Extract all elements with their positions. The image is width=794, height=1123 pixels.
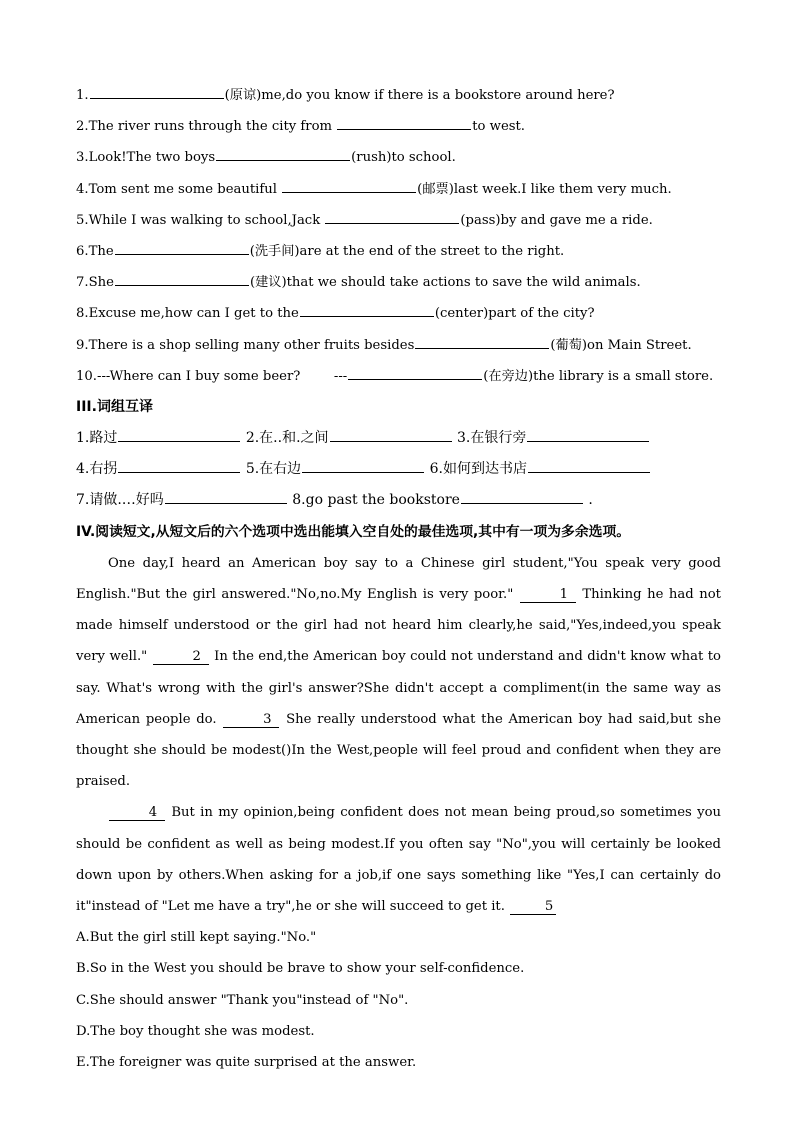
- item-number: 1.: [76, 88, 89, 103]
- option-a: A.But the girl still kept saying."No.": [76, 930, 317, 946]
- phrase-row-2: [76, 454, 721, 485]
- item-text-before: She: [88, 275, 114, 291]
- item-text-before: The: [88, 243, 114, 259]
- item-text-after: to west.: [472, 119, 526, 135]
- worksheet-page: [76, 80, 721, 1078]
- answer-blank[interactable]: [118, 457, 240, 473]
- item-number: 7.: [76, 275, 89, 291]
- answer-blank[interactable]: [348, 364, 482, 380]
- phrase-text: 3.在银行旁: [456, 430, 527, 447]
- fill-in-item-8: [76, 298, 721, 329]
- passage-blank-3[interactable]: 3: [223, 712, 279, 728]
- answer-blank[interactable]: [115, 239, 249, 255]
- phrase-item: [457, 423, 650, 454]
- passage-blank-2[interactable]: 2: [153, 649, 209, 665]
- fill-in-item-10: [76, 361, 721, 392]
- phrase-item: [76, 423, 241, 454]
- answer-blank[interactable]: [461, 488, 583, 504]
- passage-blank-5[interactable]: 5: [510, 899, 556, 915]
- phrase-row-1: [76, 423, 721, 454]
- answer-blank[interactable]: [302, 457, 424, 473]
- fill-in-item-1: [76, 80, 721, 111]
- item-number: 4.: [76, 181, 89, 197]
- item-text-after: (rush)to school.: [351, 150, 456, 166]
- phrase-text: 5.在右边: [245, 461, 302, 478]
- phrase-text: 1.路过: [76, 430, 118, 447]
- item-text-before: The river runs through the city from: [88, 119, 337, 135]
- section-3-title: III.词组互译: [76, 398, 153, 415]
- fill-in-list: [76, 80, 721, 392]
- item-text-after: (原谅)me,do you know if there is a bookstore around here?: [224, 88, 615, 103]
- answer-blank[interactable]: [118, 426, 240, 442]
- passage-text: She really understood what the American boy had said,but she thought she should be modest()In the West,people will feel proud and confident when they are praised.: [76, 711, 721, 790]
- fill-in-item-9: [76, 330, 721, 361]
- passage-text: But in my opinion,being confident does not mean being proud,so sometimes you should be confident as well as being modest.If you often say "No",you will certainly be looked down upon by others.When asking for a job,if one says something like "Yes,I can certainly do it"instead of "Let me have a try",he or she will succeed to get it.: [76, 805, 721, 915]
- item-text-before: Excuse me,how can I get to the: [88, 306, 299, 322]
- item-number: 9.: [76, 337, 89, 353]
- item-number: 10.: [76, 368, 97, 384]
- item-text-after: (center)part of the city?: [434, 306, 595, 322]
- phrase-item: [246, 423, 453, 454]
- passage-text: In the end,the American boy could not understand and didn't know what to say. What's wrong with the girl's answer?She didn't accept a compliment(in the same way as American people do.: [76, 649, 721, 727]
- answer-blank[interactable]: [415, 333, 549, 349]
- item-number: 6.: [76, 243, 89, 259]
- item-text-before: While I was walking to school,Jack: [88, 212, 325, 228]
- phrase-end-mark: .: [588, 492, 593, 509]
- phrase-item: [76, 485, 288, 516]
- phrase-text: 8.go past the bookstore: [292, 492, 460, 509]
- answer-blank[interactable]: [325, 208, 459, 224]
- item-text-before: There is a shop selling many other fruits besides: [88, 337, 415, 353]
- options-list: [76, 922, 721, 1078]
- passage-blank-1[interactable]: 1: [520, 587, 576, 603]
- fill-in-item-3: [76, 142, 721, 173]
- passage-blank-4[interactable]: 4: [109, 805, 165, 821]
- phrase-text: 7.请做.…好吗: [76, 492, 164, 509]
- fill-in-item-2: [76, 111, 721, 142]
- item-text-before: Look!The two boys: [88, 150, 216, 166]
- item-text-after: (pass)by and gave me a ride.: [460, 212, 653, 228]
- answer-blank[interactable]: [330, 426, 452, 442]
- phrase-row-3: [76, 485, 721, 516]
- section-4-title: IV.阅读短文,从短文后的六个选项中选出能填入空自处的最佳选项,其中有一项为多余选项。: [76, 523, 631, 540]
- phrase-item: [246, 454, 425, 485]
- phrase-text: 6.如何到达书店: [429, 461, 527, 478]
- item-text-after: (建议)that we should take actions to save the wild animals.: [249, 275, 641, 291]
- answer-blank[interactable]: [527, 426, 649, 442]
- phrase-item: [292, 485, 593, 516]
- item-number: 2.: [76, 119, 89, 135]
- phrase-text: 2.在..和.之间: [245, 430, 329, 447]
- option-b: B.So in the West you should be brave to show your self-confidence.: [76, 961, 525, 977]
- item-text-before: Tom sent me some beautiful: [88, 181, 282, 197]
- item-text-after: (在旁边)the library is a small store.: [483, 368, 714, 384]
- answer-blank[interactable]: [216, 145, 350, 161]
- fill-in-item-4: [76, 174, 721, 205]
- answer-blank[interactable]: [300, 301, 434, 317]
- passage-text: Thinking he had not made himself understood or the girl had not heard him clearly,he said,"Yes,indeed,you speak very well.": [76, 587, 721, 665]
- phrase-item: [76, 454, 241, 485]
- item-text-after: (洗手间)are at the end of the street to the right.: [249, 243, 565, 259]
- passage-paragraph-1: [76, 548, 721, 798]
- answer-blank[interactable]: [90, 83, 224, 99]
- item-number: 8.: [76, 306, 89, 322]
- fill-in-item-6: [76, 236, 721, 267]
- item-text-after: (葡萄)on Main Street.: [550, 337, 692, 353]
- item-number: 5.: [76, 212, 89, 228]
- answer-blank[interactable]: [337, 114, 471, 130]
- fill-in-item-7: [76, 267, 721, 298]
- passage-paragraph-2: [76, 797, 721, 922]
- passage-text: One day,I heard an American boy say to a Chinese girl student,"You speak very good English."But the girl answered."No,no.My English is very poor.": [76, 555, 721, 603]
- answer-blank[interactable]: [282, 177, 416, 193]
- option-d: D.The boy thought she was modest.: [76, 1023, 315, 1039]
- option-c: C.She should answer "Thank you"instead of "No".: [76, 992, 409, 1008]
- phrase-item: [430, 454, 651, 485]
- item-text-before: ---Where can I buy some beer? ---: [96, 368, 348, 384]
- answer-blank[interactable]: [528, 457, 650, 473]
- answer-blank[interactable]: [165, 488, 287, 504]
- option-e: E.The foreigner was quite surprised at the answer.: [76, 1055, 417, 1070]
- item-number: 3.: [76, 150, 89, 166]
- phrase-text: 4.右拐: [76, 461, 118, 478]
- answer-blank[interactable]: [115, 270, 249, 286]
- item-text-after: (邮票)last week.I like them very much.: [417, 181, 672, 197]
- fill-in-item-5: [76, 205, 721, 236]
